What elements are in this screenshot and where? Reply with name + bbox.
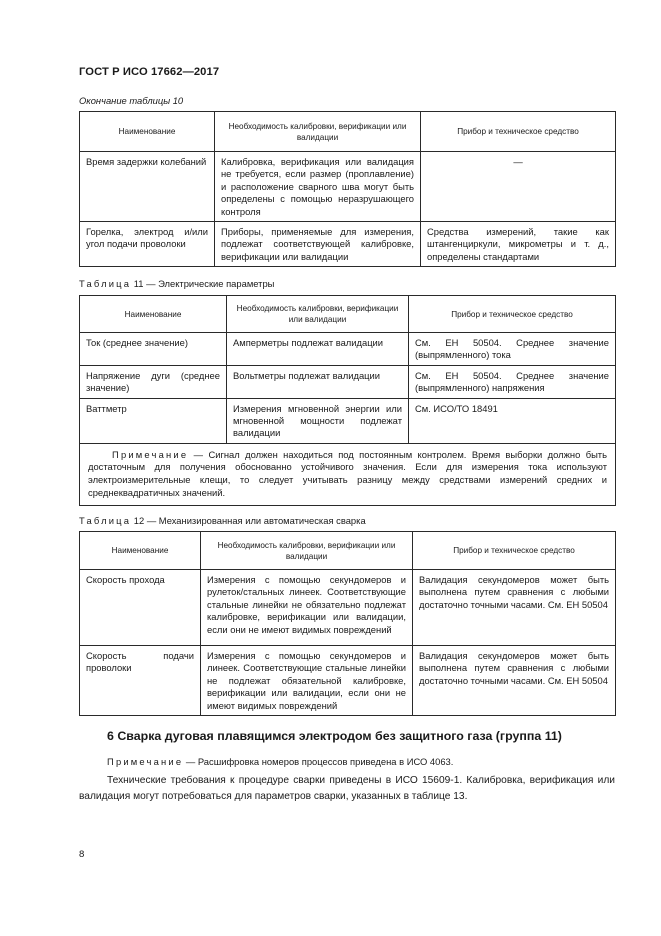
- col-header-necessity: Необходимость калибровки, верификации или валидации: [201, 532, 413, 570]
- table-12: [79, 531, 616, 716]
- table-cell: Скорость прохода: [80, 570, 201, 646]
- table-note-row: [80, 443, 616, 505]
- table-cell: См. ЕН 50504. Среднее значение (выпрямленного) тока: [409, 333, 616, 366]
- table-cell: Измерения с помощью секундомеров и линеек. Соответствующие стальные линейки не подлежат обязательной калибровке, верификации или валидации, если они не имеют видимых повреждений: [201, 646, 413, 716]
- col-header-instrument: Прибор и техническое средство: [409, 296, 616, 333]
- table-cell: Измерения с помощью секундомеров и рулеток/стальных линеек. Соответствующие стальные линейки не обязательно подлежат калибровке, верификации или валидации, если они не имеют видимых повреждений: [201, 570, 413, 646]
- table-row: [80, 570, 616, 646]
- table-cell: Напряжение дуги (среднее значение): [80, 365, 227, 398]
- table-cell: См. ИСО/ТО 18491: [409, 398, 616, 443]
- table-header-row: [80, 296, 616, 333]
- table-row: [80, 398, 616, 443]
- table-cell: —: [421, 152, 616, 222]
- table-row: [80, 646, 616, 716]
- col-header-instrument: Прибор и техническое средство: [413, 532, 616, 570]
- col-header-name: Наименование: [80, 532, 201, 570]
- table-note: Примечание — Сигнал должен находиться под постоянным контролем. Время выборки должно быть достаточным для получения обоснованно устойчивого значения. Если для измерения тока используют электроизмерительные клещи, то следует учитывать разницу между средствами измерений средних и среднеквадратичных значений.: [80, 443, 616, 505]
- table-cell: Скорость подачи проволоки: [80, 646, 201, 716]
- table-11: [79, 295, 616, 506]
- col-header-name: Наименование: [80, 296, 227, 333]
- table-header-row: [80, 532, 616, 570]
- table-cell: См. ЕН 50504. Среднее значение (выпрямленного) напряжения: [409, 365, 616, 398]
- table-cell: Амперметры подлежат валидации: [227, 333, 409, 366]
- table-cell: Ток (среднее значение): [80, 333, 227, 366]
- section-heading: 6 Сварка дуговая плавящимся электродом без защитного газа (группа 11): [107, 729, 562, 743]
- col-header-name: Наименование: [80, 112, 215, 152]
- table-cell: Измерения мгновенной энергии или мгновенной мощности подлежат валидации: [227, 398, 409, 443]
- table-row: [80, 333, 616, 366]
- body-paragraph: Технические требования к процедуре сварки приведены в ИСО 15609-1. Калибровка, верификация или валидация могут потребоваться для параметров сварки, указанных в таблице 13.: [79, 775, 615, 802]
- table-10: [79, 111, 616, 267]
- table12-caption: Таблица 12 — Механизированная или автоматическая сварка: [79, 515, 366, 526]
- table-header-row: [80, 112, 616, 152]
- table-row: [80, 152, 616, 222]
- table-cell: Валидация секундомеров может быть выполнена путем сравнения с любыми достаточно точными часами. См. ЕН 50504: [413, 570, 616, 646]
- table10-caption: Окончание таблицы 10: [79, 95, 184, 106]
- table-cell: Горелка, электрод и/или угол подачи проволоки: [80, 222, 215, 267]
- col-header-instrument: Прибор и техническое средство: [421, 112, 616, 152]
- section-note: Примечание — Расшифровка номеров процессов приведена в ИСО 4063.: [107, 756, 454, 767]
- table11-caption: Таблица 11 — Электрические параметры: [79, 278, 275, 289]
- table-row: [80, 222, 616, 267]
- table-cell: Вольтметры подлежат валидации: [227, 365, 409, 398]
- table-cell: Ваттметр: [80, 398, 227, 443]
- col-header-necessity: Необходимость калибровки, верификации или валидации: [227, 296, 409, 333]
- table-row: [80, 365, 616, 398]
- table-cell: Средства измерений, такие как штангенциркули, микрометры и т. д., определены стандартами: [421, 222, 616, 267]
- document-header: ГОСТ Р ИСО 17662—2017: [79, 66, 220, 78]
- page-number: 8: [79, 849, 85, 860]
- table-cell: Калибровка, верификация или валидация не требуется, если размер (проплавление) и расположение сварного шва могут быть определены с помощью неразрушающего контроля: [215, 152, 421, 222]
- table-cell: Приборы, применяемые для измерения, подлежат соответствующей калибровке, верификации или валидации: [215, 222, 421, 267]
- col-header-necessity: Необходимость калибровки, верификации или валидации: [215, 112, 421, 152]
- table-cell: Валидация секундомеров может быть выполнена путем сравнения с любыми достаточно точными часами. См. ЕН 50504: [413, 646, 616, 716]
- table-cell: Время задержки колебаний: [80, 152, 215, 222]
